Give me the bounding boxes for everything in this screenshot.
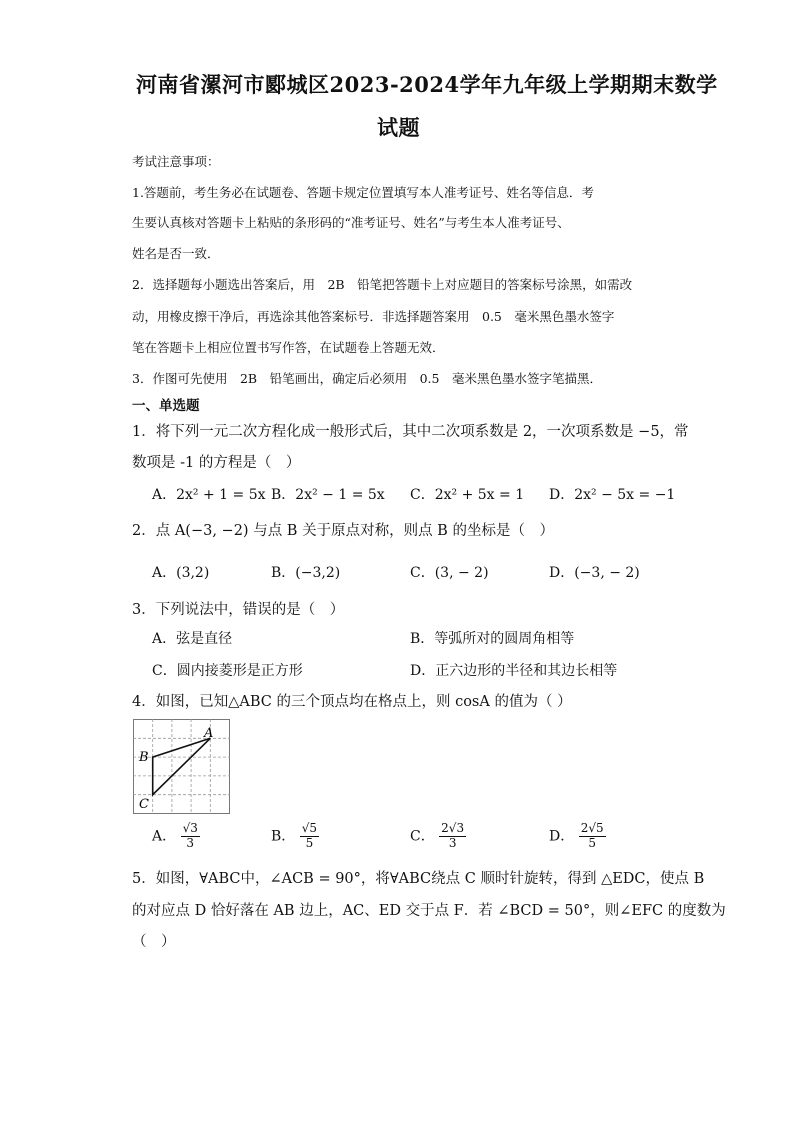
denominator: 5 [305, 835, 314, 850]
vertex-label-c: C [139, 797, 149, 812]
numerator: 2√5 [580, 821, 604, 835]
notice-line: 动，用橡皮擦干净后，再选涂其他答案标号．非选择题答案用 0.5 毫米黑色墨水签字 [132, 309, 615, 324]
q4-option-a [152, 822, 200, 851]
question-5-text-cont: 的对应点 D 恰好落在 AB 边上，AC、ED 交于点 F．若 ∠BCD = 50°，则∠EFC 的度数为 [132, 903, 726, 919]
q4-option-c-letter: C． [410, 828, 435, 845]
q4-option-a-letter: A． [152, 828, 177, 845]
fraction [439, 822, 466, 851]
q1-option-c: C．2x² + 5x = 1 [410, 487, 525, 503]
notice-line: 2．选择题每小题选出答案后，用 2B 铅笔把答题卡上对应题目的答案标号涂黑，如需改 [132, 277, 633, 292]
triangle-abc [153, 738, 211, 794]
q1-option-d: D．2x² − 5x = −1 [549, 487, 676, 503]
page-title: 河南省漯河市郾城区2023-2024学年九年级上学期期末数学 [136, 72, 718, 97]
q4-option-b-letter: B． [271, 828, 296, 845]
q1-option-b: B．2x² − 1 = 5x [271, 487, 385, 503]
denominator: 3 [448, 835, 457, 850]
notice-heading: 考试注意事项： [132, 154, 220, 169]
question-3-text: 3．下列说法中，错误的是（ ） [132, 602, 345, 618]
question-2-text: 2．点 A(−3, −2) 与点 B 关于原点对称，则点 B 的坐标是（ ） [132, 523, 554, 539]
numerator: √5 [301, 821, 318, 835]
q3-option-b: B．等弧所对的圆周角相等 [410, 631, 575, 647]
denominator: 3 [186, 835, 195, 850]
notice-line: 3．作图可先使用 2B 铅笔画出，确定后必须用 0.5 毫米黑色墨水签字笔描黑． [132, 371, 602, 386]
notice-line: 姓名是否一致． [132, 246, 220, 261]
numerator: 2√3 [441, 821, 465, 835]
question-1-text-cont: 数项是 -1 的方程是（ ） [132, 455, 301, 471]
numerator: √3 [182, 821, 198, 835]
denominator: 5 [588, 835, 596, 850]
question-4-text: 4．如图，已知△ABC 的三个顶点均在格点上，则 cosA 的值为（ ） [132, 694, 572, 710]
fraction [181, 822, 200, 851]
notice-line: 1.答题前，考生务必在试题卷、答题卡规定位置填写本人准考证号、姓名等信息．考 [132, 185, 594, 200]
notice-line: 笔在答题卡上相应位置书写作答，在试题卷上答题无效． [132, 340, 445, 355]
q1-option-a: A．2x² + 1 = 5x [152, 487, 266, 503]
q3-option-a: A．弦是直径 [152, 631, 233, 647]
q4-option-b [271, 822, 319, 851]
section-heading: 一、单选题 [132, 398, 200, 414]
q2-option-a: A．(3,2) [152, 565, 210, 581]
fraction [579, 822, 606, 851]
question-1-text: 1．将下列一元二次方程化成一般形式后，其中二次项系数是 2，一次项系数是 −5，常 [132, 424, 689, 440]
q2-option-b: B．(−3,2) [271, 565, 341, 581]
fraction [300, 822, 319, 851]
q2-option-c: C．(3, − 2) [410, 565, 489, 581]
q4-option-d-letter: D． [549, 828, 575, 845]
triangle-grid-figure [133, 719, 231, 815]
vertex-label-a: A [204, 726, 214, 741]
q2-option-d: D．(−3, − 2) [549, 565, 640, 581]
q4-option-d [549, 822, 606, 851]
page-title-line2: 试题 [377, 115, 420, 140]
q4-option-c [410, 822, 466, 851]
notice-line: 生要认真核对答题卡上粘贴的条形码的“准考证号、姓名”与考生本人准考证号、 [132, 215, 570, 230]
question-5-answer-paren: （ ） [132, 934, 176, 950]
question-5-text: 5．如图，∀ABC中，∠ACB = 90°，将∀ABC绕点 C 顺时针旋转，得到 △EDC，使点 B [132, 871, 705, 887]
q3-option-d: D．正六边形的半径和其边长相等 [410, 663, 618, 679]
vertex-label-b: B [139, 750, 149, 765]
q3-option-c: C．圆内接菱形是正方形 [152, 663, 303, 679]
